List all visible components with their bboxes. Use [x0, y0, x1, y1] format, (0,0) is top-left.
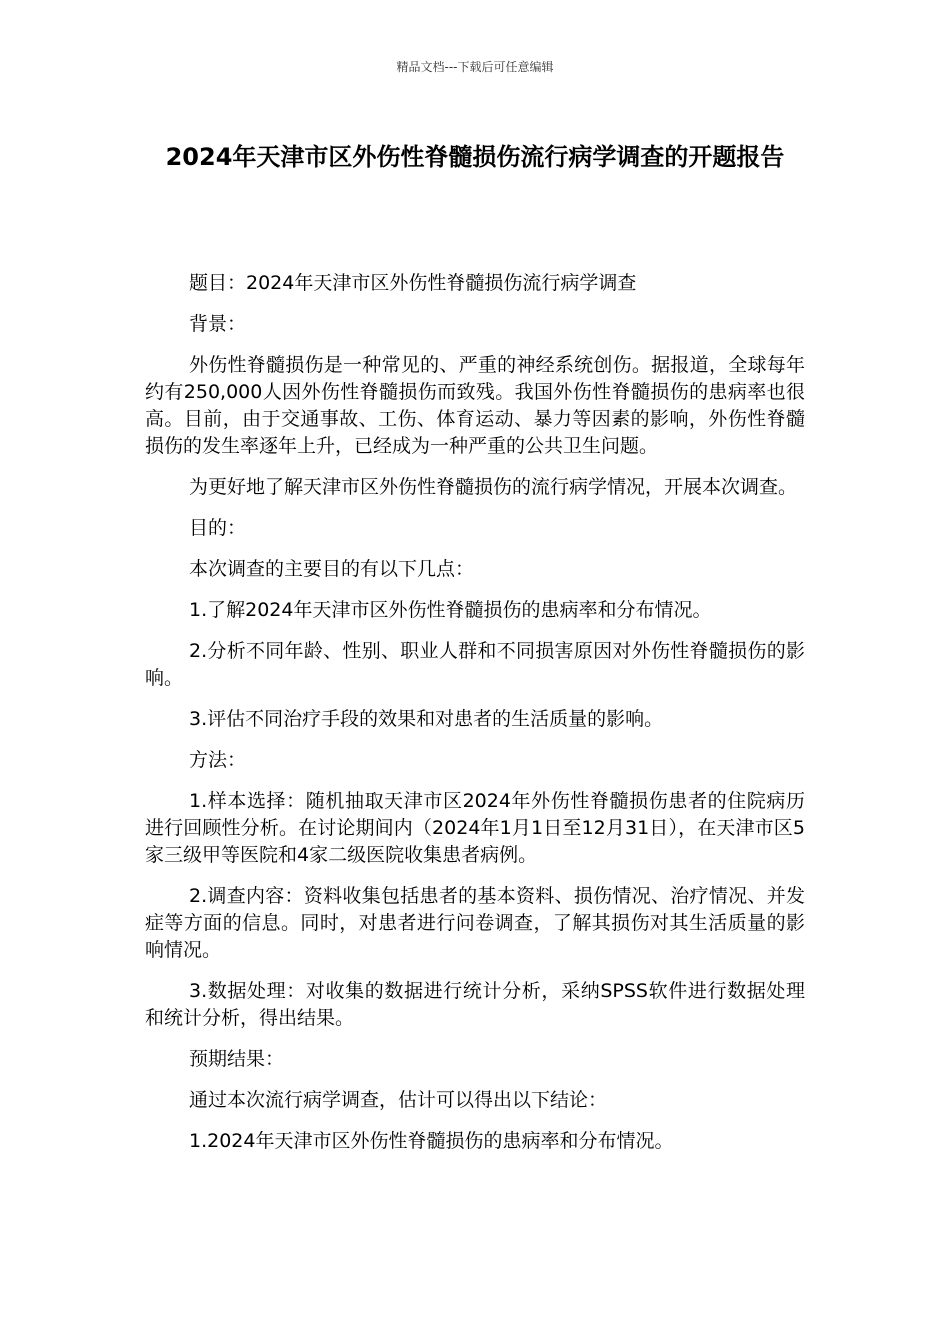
method-item-2: 2.调查内容：资料收集包括患者的基本资料、损伤情况、治疗情况、并发症等方面的信息。同时，对患者进行问卷调查，了解其损伤对其生活质量的影响情况。 [145, 885, 805, 961]
objective-item-2: 2.分析不同年龄、性别、职业人群和不同损害原因对外伤性脊髓损伤的影响。 [145, 640, 805, 689]
objective-item-1: 1.了解2024年天津市区外伤性脊髓损伤的患病率和分布情况。 [189, 599, 712, 621]
result-item-1: 1.2024年天津市区外伤性脊髓损伤的患病率和分布情况。 [189, 1130, 674, 1152]
document-body [145, 270, 805, 1169]
paragraph-objectives-intro: 本次调查的主要目的有以下几点： [189, 558, 475, 580]
method-item-3: 3.数据处理：对收集的数据进行统计分析，采纳SPSS软件进行数据处理和统计分析，得出结果。 [145, 980, 805, 1029]
heading-methods: 方法： [189, 749, 247, 771]
paragraph-purpose-intro: 为更好地了解天津市区外伤性脊髓损伤的流行病学情况，开展本次调查。 [189, 476, 798, 498]
paragraph-results-intro: 通过本次流行病学调查，估计可以得出以下结论： [189, 1089, 608, 1111]
objective-item-3: 3.评估不同治疗手段的效果和对患者的生活质量的影响。 [189, 708, 664, 730]
method-item-1: 1.样本选择：随机抽取天津市区2024年外伤性脊髓损伤患者的住院病历进行回顾性分析。在讨论期间内（2024年1月1日至12月31日），在天津市区5家三级甲等医院和4家二级医院收集患者病例。 [145, 790, 805, 866]
document-title: 2024年天津市区外伤性脊髓损伤流行病学调查的开题报告 [165, 143, 785, 171]
paragraph-topic: 题目：2024年天津市区外伤性脊髓损伤流行病学调查 [189, 272, 637, 294]
heading-background: 背景： [189, 313, 247, 335]
header-note: 精品文档---下载后可任意编辑 [396, 60, 554, 74]
paragraph-background: 外伤性脊髓损伤是一种常见的、严重的神经系统创伤。据报道，全球每年约有250,000人因外伤性脊髓损伤而致残。我国外伤性脊髓损伤的患病率也很高。目前，由于交通事故、工伤、体育运动、暴力等因素的影响，外伤性脊髓损伤的发生率逐年上升，已经成为一种严重的公共卫生问题。 [145, 354, 805, 457]
heading-objectives: 目的： [189, 517, 247, 539]
heading-expected-results: 预期结果： [189, 1048, 285, 1070]
